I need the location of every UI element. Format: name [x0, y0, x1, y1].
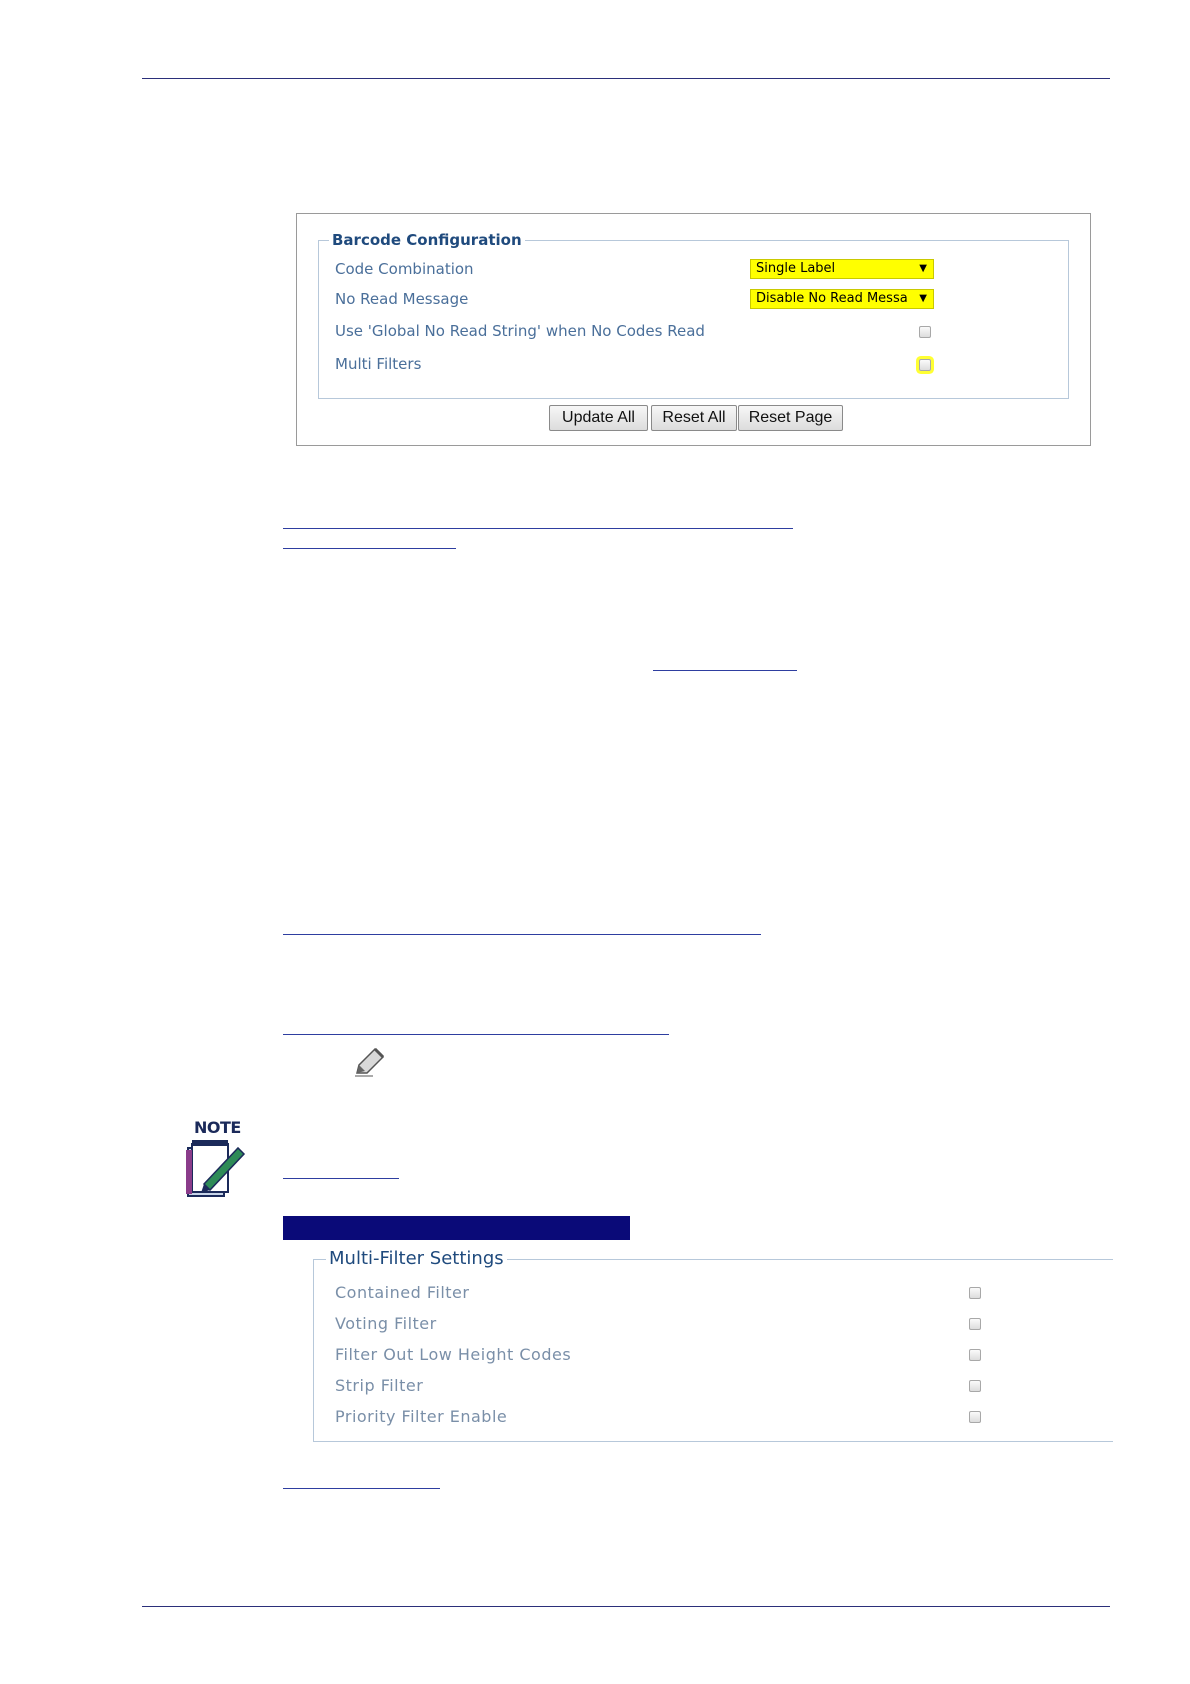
filter-low-height-checkbox[interactable] — [969, 1349, 981, 1361]
code-combination-select[interactable] — [750, 259, 934, 279]
link-underline[interactable] — [283, 548, 456, 549]
link-underline[interactable] — [283, 934, 761, 935]
header-rule — [142, 78, 1110, 79]
link-underline[interactable] — [283, 1488, 440, 1489]
code-combination-label: Code Combination — [335, 260, 474, 278]
multi-filter-fieldset — [313, 1248, 1113, 1442]
filter-low-height-label: Filter Out Low Height Codes — [335, 1345, 572, 1364]
no-read-message-label: No Read Message — [335, 290, 469, 308]
section-heading-bar — [283, 1216, 630, 1240]
chevron-down-icon: ▼ — [919, 293, 927, 304]
link-underline[interactable] — [653, 670, 797, 671]
note-label: NOTE — [194, 1118, 241, 1137]
code-combination-value: Single Label — [756, 261, 836, 276]
contained-filter-label: Contained Filter — [335, 1283, 470, 1302]
multi-filters-checkbox[interactable] — [919, 359, 931, 371]
strip-filter-label: Strip Filter — [335, 1376, 424, 1395]
note-pad-pencil-icon — [182, 1118, 252, 1202]
footer-rule — [142, 1606, 1110, 1607]
priority-filter-label: Priority Filter Enable — [335, 1407, 508, 1426]
link-underline[interactable] — [283, 1034, 669, 1035]
multi-filters-label: Multi Filters — [335, 355, 422, 373]
global-no-read-label: Use 'Global No Read String' when No Codes Read — [335, 322, 705, 340]
voting-filter-label: Voting Filter — [335, 1314, 437, 1333]
link-underline[interactable] — [283, 528, 793, 529]
barcode-configuration-fieldset — [318, 231, 1069, 399]
barcode-configuration-panel — [296, 213, 1091, 446]
priority-filter-checkbox[interactable] — [969, 1411, 981, 1423]
reset-all-button[interactable]: Reset All — [651, 405, 737, 431]
voting-filter-checkbox[interactable] — [969, 1318, 981, 1330]
no-read-message-select[interactable] — [750, 289, 934, 309]
contained-filter-checkbox[interactable] — [969, 1287, 981, 1299]
multi-filter-settings-panel — [313, 1248, 1091, 1444]
update-all-button[interactable]: Update All — [549, 405, 648, 431]
multi-filter-legend: Multi-Filter Settings — [326, 1248, 507, 1269]
chevron-down-icon: ▼ — [919, 263, 927, 274]
pencil-icon — [353, 1045, 387, 1079]
global-no-read-checkbox[interactable] — [919, 326, 931, 338]
link-underline[interactable] — [283, 1178, 399, 1179]
strip-filter-checkbox[interactable] — [969, 1380, 981, 1392]
no-read-message-value: Disable No Read Messa — [756, 291, 908, 306]
barcode-configuration-legend: Barcode Configuration — [329, 231, 525, 249]
reset-page-button[interactable]: Reset Page — [738, 405, 843, 431]
